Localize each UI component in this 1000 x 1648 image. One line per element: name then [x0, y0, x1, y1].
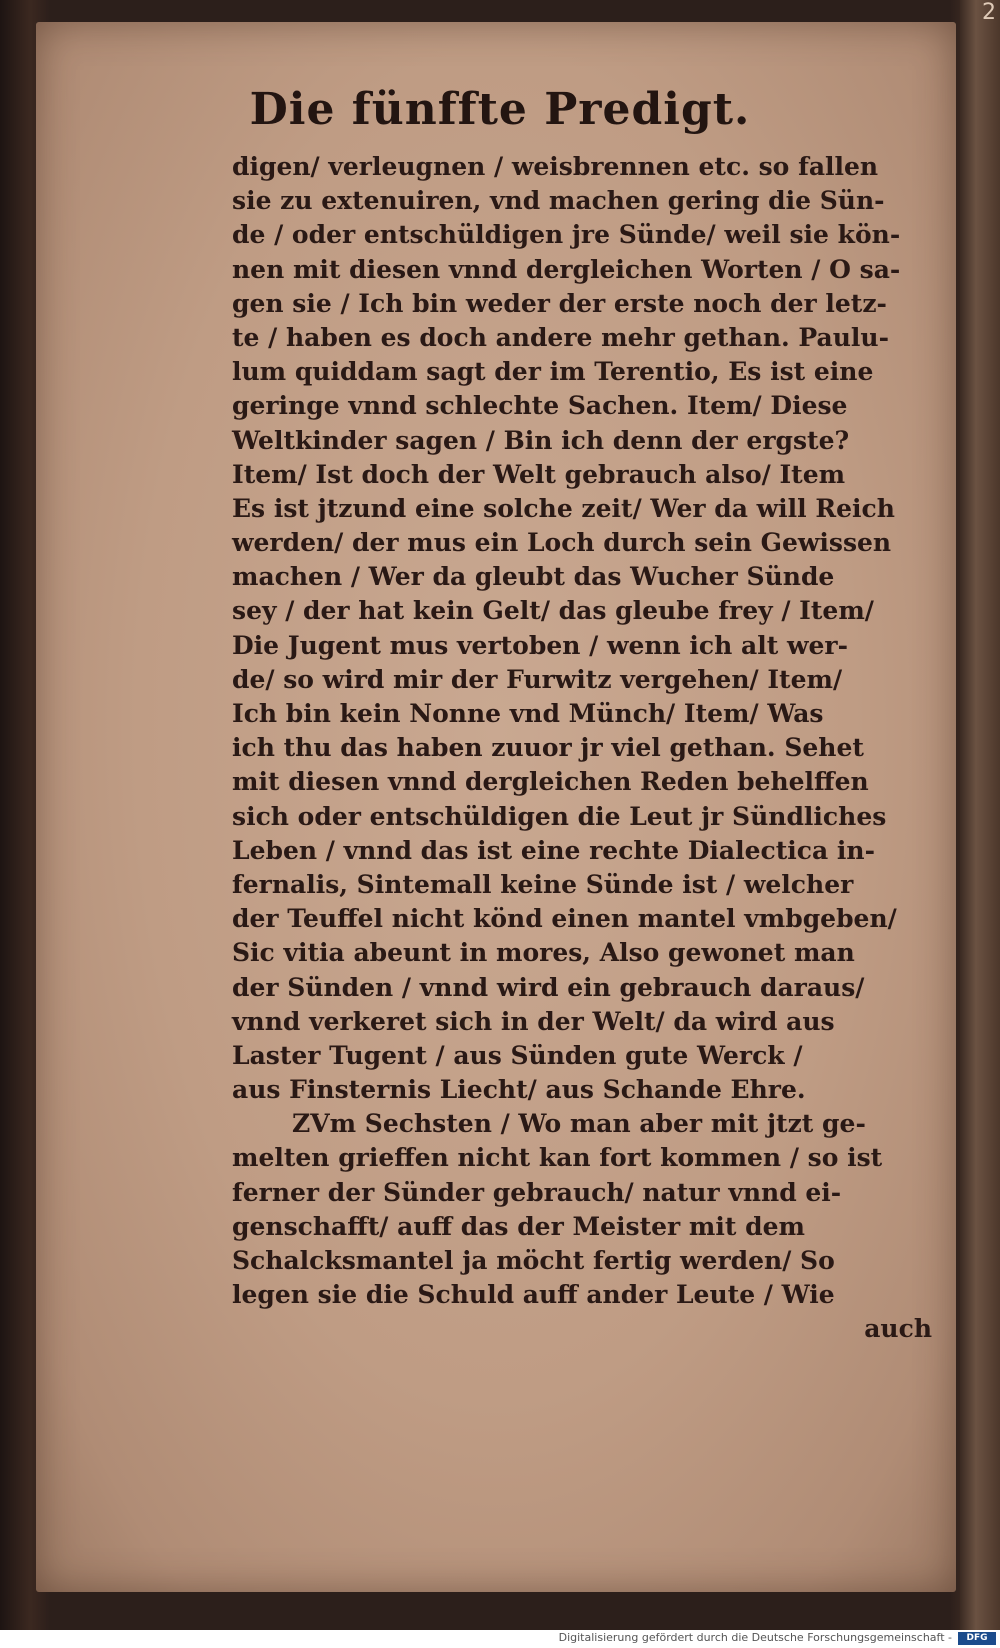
- text-line: auch: [864, 1314, 932, 1344]
- text-line: genschafft/ auff das der Meister mit dem: [232, 1211, 805, 1241]
- text-line: ferner der Sünder gebrauch/ natur vnnd ei-: [232, 1177, 842, 1207]
- text-line: Sic vitia abeunt in mores, Also gewonet man: [232, 938, 855, 968]
- text-line: Ich bin kein Nonne vnd Münch/ Item/ Was: [232, 699, 824, 728]
- text-line: vnnd verkeret sich in der Welt/ da wird aus: [232, 1006, 835, 1036]
- text-line: gen sie / Ich bin weder der erste noch der letz-: [232, 288, 887, 318]
- text-line: te / haben es doch andere mehr gethan. Paulu-: [232, 322, 889, 352]
- footer-credit: Digitalisierung gefördert durch die Deutsche Forschungsgemeinschaft -: [558, 1631, 952, 1644]
- text-line: geringe vnnd schlechte Sachen. Item/ Diese: [232, 391, 848, 421]
- text-line: mit diesen vnnd dergleichen Reden behelffen: [232, 767, 869, 797]
- text-line: Laster Tugent / aus Sünden gute Werck /: [232, 1040, 803, 1070]
- text-line: Die Jugent mus vertoben / wenn ich alt wer-: [232, 630, 848, 660]
- text-line: de/ so wird mir der Furwitz vergehen/ Item/: [232, 664, 843, 694]
- text-line: fernalis, Sintemall keine Sünde ist / welcher: [232, 869, 854, 899]
- text-line: Weltkinder sagen / Bin ich denn der ergste?: [232, 425, 850, 455]
- page-heading: Die fünffte Predigt.: [249, 84, 751, 135]
- text-line: sie zu extenuiren, vnd machen gering die Sün-: [232, 186, 885, 216]
- text-line: nen mit diesen vnnd dergleichen Worten / O sa-: [232, 254, 901, 284]
- text-block: [232, 150, 932, 1347]
- text-line: Item/ Ist doch der Welt gebrauch also/ Item: [232, 459, 846, 489]
- dfg-logo[interactable]: DFG: [958, 1632, 996, 1645]
- text-line: Es ist jtzund eine solche zeit/ Wer da will Reich: [232, 493, 895, 523]
- text-line: aus Finsternis Liecht/ aus Schande Ehre.: [232, 1075, 806, 1105]
- text-line: ZVm Sechsten / Wo man aber mit jtzt ge-: [292, 1109, 866, 1139]
- text-line: sey / der hat kein Gelt/ das gleube frey / Item/: [232, 596, 874, 626]
- text-line: machen / Wer da gleubt das Wucher Sünde: [232, 562, 835, 592]
- text-line: werden/ der mus ein Loch durch sein Gewissen: [232, 528, 892, 558]
- text-line: sich oder entschüldigen die Leut jr Sündliches: [232, 801, 887, 831]
- text-line: der Teuffel nicht könd einen mantel vmbgeben/: [232, 904, 897, 934]
- text-line: ich thu das haben zuuor jr viel gethan. Sehet: [232, 733, 864, 763]
- text-line: digen/ verleugnen / weisbrennen etc. so fallen: [232, 152, 879, 181]
- text-line: melten grieffen nicht kan fort kommen / so ist: [232, 1143, 883, 1173]
- corner-page-number: 2: [982, 0, 996, 25]
- text-line: legen sie die Schuld auff ander Leute / Wie: [232, 1280, 835, 1310]
- adjacent-page-edge: [960, 0, 1000, 1630]
- text-line: Leben / vnnd das ist eine rechte Dialectica in-: [232, 835, 875, 865]
- text-line: de / oder entschüldigen jre Sünde/ weil sie kön-: [232, 220, 901, 250]
- text-line: der Sünden / vnnd wird ein gebrauch daraus/: [232, 972, 865, 1002]
- text-line: Schalcksmantel ja möcht fertig werden/ So: [232, 1246, 835, 1275]
- footer-bar: [0, 1630, 1000, 1648]
- text-line: lum quiddam sagt der im Terentio, Es ist eine: [232, 357, 874, 387]
